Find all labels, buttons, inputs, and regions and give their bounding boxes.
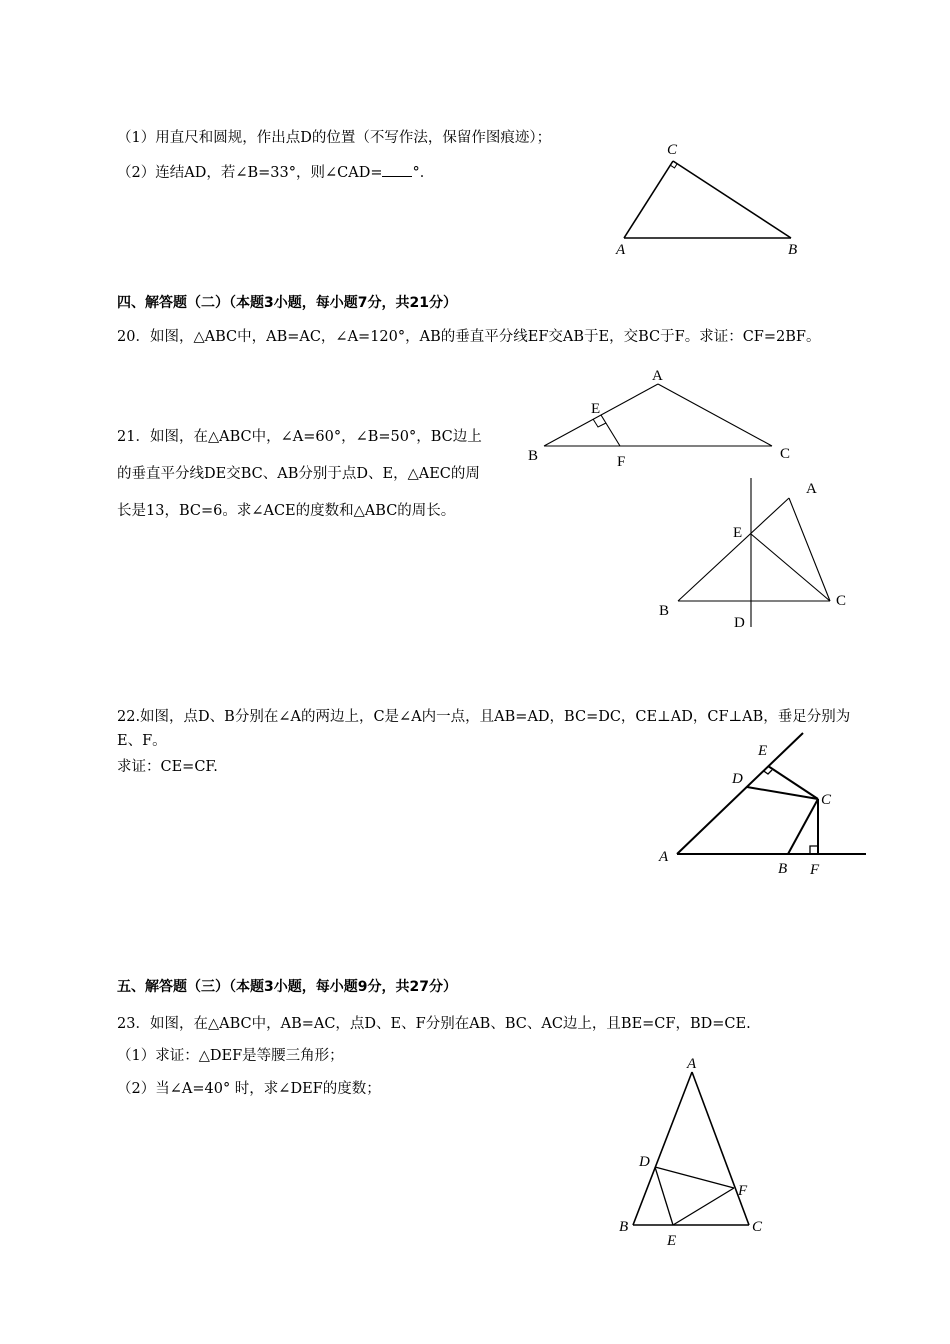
q21-label-d: D (734, 615, 745, 631)
q21-side-ac (789, 498, 830, 601)
q21-line3: 长是13，BC=6。求∠ACE的度数和△ABC的周长。 (117, 503, 456, 519)
q21-label-c: C (836, 593, 847, 609)
q20-label-c: C (780, 446, 791, 462)
q19-part2 (117, 162, 434, 183)
q22-label-e: E (758, 743, 768, 759)
q23-part1: （1）求证：△DEF是等腰三角形； (117, 1048, 344, 1064)
q23-segment-ef (673, 1188, 734, 1225)
q20-label-f: F (617, 454, 626, 470)
q23-label-c: C (752, 1219, 763, 1235)
q23-label-d: D (639, 1154, 650, 1170)
q21-side-ab (678, 498, 789, 601)
q22-line2: E、F。 (117, 733, 167, 749)
q23-label-a: A (687, 1056, 697, 1072)
q19-part2-text: （2）连结AD，若∠B=33°，则∠CAD= (117, 165, 383, 181)
q19-figure (600, 135, 820, 265)
q23-segment-df (655, 1167, 734, 1188)
q19-part2-suffix: °． (412, 165, 435, 181)
q21-label-a: A (806, 481, 817, 497)
q22-line1: 22.如图，点D、B分别在∠A的两边上，C是∠A内一点，且AB=AD，BC=DC，CE⊥AD，CF⊥AB，垂足分别为 (117, 709, 851, 725)
q20-bisector-ef (601, 415, 620, 446)
q23-segment-de (655, 1167, 673, 1225)
q21-label-b: B (659, 603, 670, 619)
q22-label-b: B (778, 861, 788, 877)
q19-label-a: A (616, 242, 626, 258)
q19-label-c: C (667, 142, 678, 158)
q21-line2: 的垂直平分线DE交BC、AB分别于点D、E，△AEC的周 (117, 466, 480, 482)
q22-label-f: F (810, 862, 820, 878)
q23-label-e: E (667, 1233, 677, 1249)
section4-title: 四、解答题（二）（本题3小题，每小题7分，共21分） (117, 295, 457, 311)
q23-figure (610, 1050, 780, 1250)
q22-line3: 求证：CE=CF. (117, 759, 218, 775)
q20-label-a: A (652, 368, 663, 384)
q22-figure (650, 725, 880, 885)
q21-segment-ec (751, 534, 830, 601)
q22-right-angle-mark-f (810, 846, 818, 854)
q23-side-ac (692, 1072, 749, 1225)
q19-part1: （1）用直尺和圆规，作出点D的位置（不写作法，保留作图痕迹）； (117, 130, 552, 146)
q19-label-b: B (788, 242, 798, 258)
q22-label-a: A (659, 849, 669, 865)
q19-side-ca (624, 161, 673, 238)
q20-figure (520, 365, 810, 475)
q23-label-b: B (619, 1219, 629, 1235)
q21-line1: 21．如图，在△ABC中，∠A=60°，∠B=50°，BC边上 (117, 429, 482, 445)
section5-title: 五、解答题（三）（本题3小题，每小题9分，共27分） (117, 979, 457, 995)
q20-side-ac (658, 384, 772, 446)
q23-side-ab (633, 1072, 692, 1225)
q21-figure (650, 470, 860, 640)
q19-side-cb (673, 161, 791, 238)
q23-part2: （2）当∠A=40° 时，求∠DEF的度数； (117, 1081, 381, 1097)
q22-label-d: D (732, 771, 743, 787)
q23-text: 23．如图，在△ABC中，AB=AC，点D、E、F分别在AB、BC、AC边上，且BE=CF，BD=CE. (117, 1016, 751, 1032)
q19-answer-blank (382, 162, 412, 177)
q20-label-e: E (591, 401, 601, 417)
q21-label-e: E (733, 525, 743, 541)
q20-text: 20．如图，△ABC中，AB=AC，∠A=120°，AB的垂直平分线EF交AB于E，交BC于F。求证：CF=2BF。 (117, 329, 821, 345)
q20-label-b: B (528, 448, 539, 464)
q22-label-c: C (821, 792, 832, 808)
q23-label-f: F (738, 1183, 748, 1199)
